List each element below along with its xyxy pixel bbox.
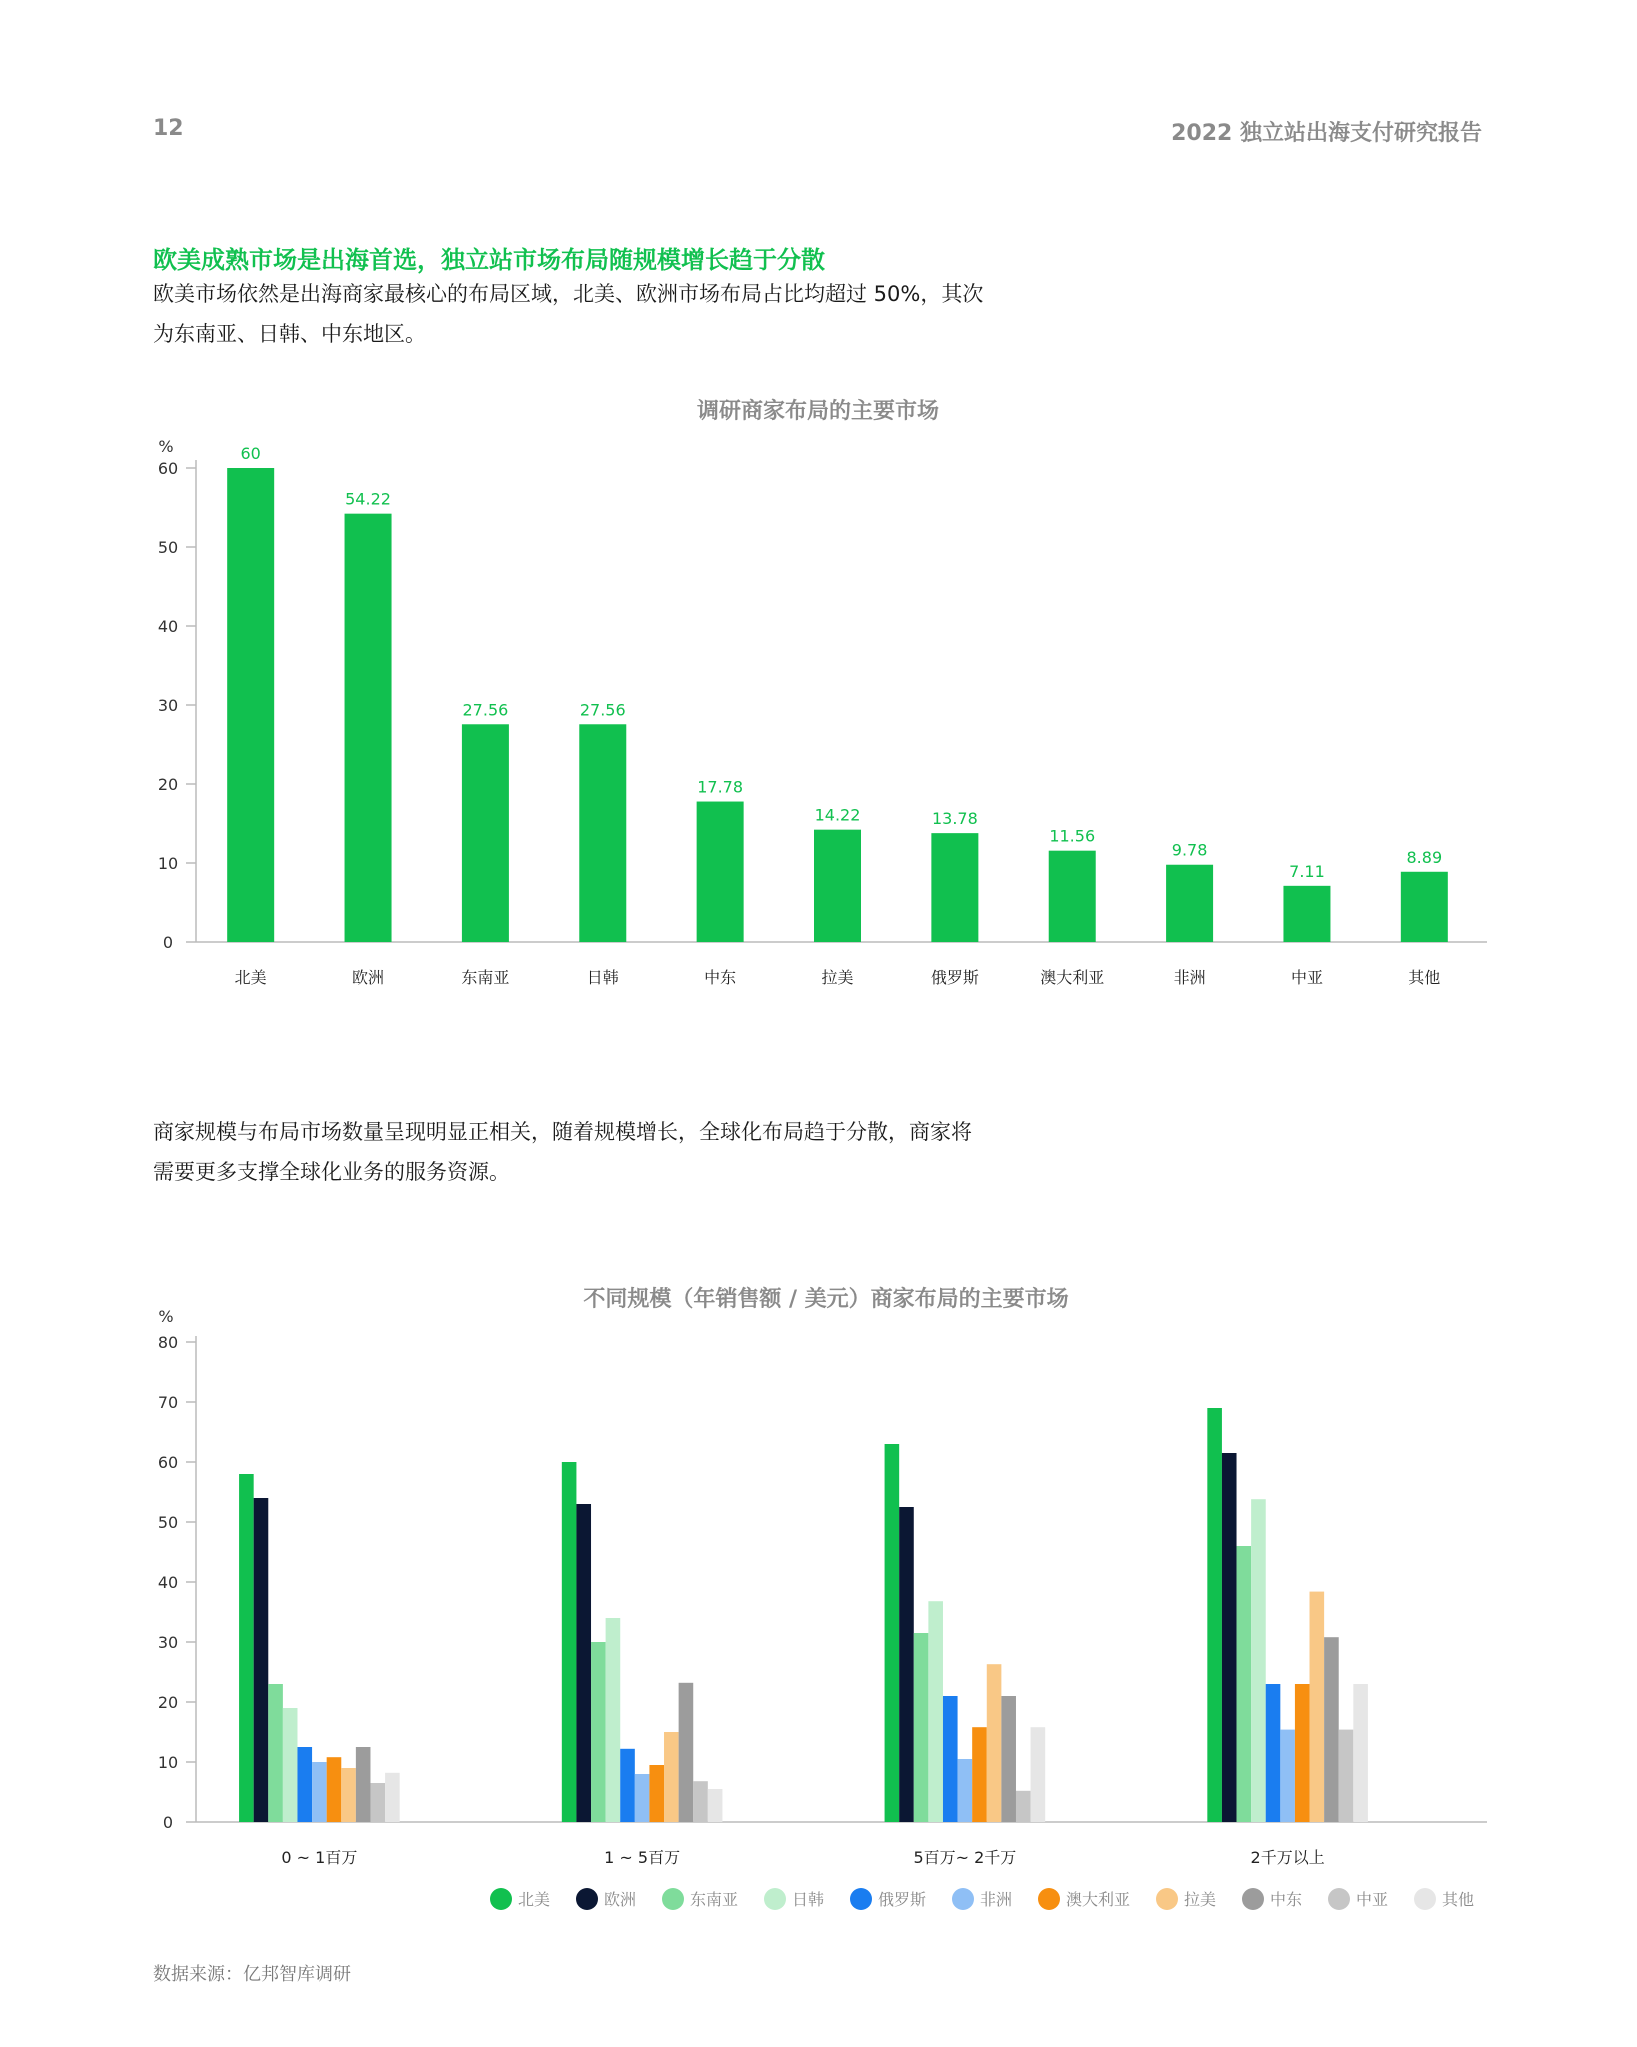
data-label: 60 bbox=[240, 444, 261, 463]
intro-paragraph-line-1: 欧美市场依然是出海商家最核心的布局区域，北美、欧洲市场布局占比均超过 50%，其次 bbox=[153, 282, 984, 306]
bar-group-3-series-10 bbox=[1016, 1791, 1031, 1822]
y-tick-label: 60 bbox=[157, 459, 179, 478]
bar-group-2-series-8 bbox=[664, 1732, 679, 1822]
intro-paragraph bbox=[153, 274, 1053, 354]
bar-8 bbox=[1049, 851, 1096, 942]
x-tick-label: 欧洲 bbox=[352, 968, 385, 987]
x-tick-label: 北美 bbox=[234, 968, 267, 987]
y-tick-label: 80 bbox=[157, 1333, 179, 1352]
legend-swatch bbox=[662, 1888, 684, 1910]
legend-swatch bbox=[576, 1888, 598, 1910]
y-tick-label: 70 bbox=[157, 1393, 179, 1412]
x-tick-label: 东南亚 bbox=[461, 968, 510, 987]
x-tick-label: 中东 bbox=[704, 968, 737, 987]
x-tick-label: 中亚 bbox=[1290, 968, 1323, 987]
y-tick-label: 40 bbox=[157, 617, 179, 636]
intro-paragraph-line-2: 为东南亚、日韩、中东地区。 bbox=[153, 322, 426, 346]
bar-group-4-series-6 bbox=[1280, 1730, 1295, 1822]
y-tick-label: 0 bbox=[162, 933, 174, 952]
y-tick-label: 40 bbox=[157, 1573, 179, 1592]
x-tick-label: 2千万以上 bbox=[1250, 1848, 1325, 1867]
bar-group-4-series-10 bbox=[1339, 1730, 1354, 1822]
bar-group-4-series-2 bbox=[1222, 1453, 1237, 1822]
x-tick-label: 拉美 bbox=[821, 968, 854, 987]
legend-label: 俄罗斯 bbox=[878, 1890, 927, 1909]
bar-group-1-series-2 bbox=[254, 1498, 269, 1822]
bar-group-3-series-9 bbox=[1001, 1696, 1016, 1822]
scale-market-chart-svg bbox=[0, 1270, 1637, 1930]
legend-label: 北美 bbox=[518, 1890, 551, 1909]
bar-group-2-series-5 bbox=[620, 1749, 635, 1822]
bar-group-2-series-2 bbox=[576, 1504, 591, 1822]
data-label: 27.56 bbox=[579, 700, 626, 720]
bar-group-2-series-6 bbox=[635, 1774, 650, 1822]
legend-label: 欧洲 bbox=[604, 1890, 637, 1909]
bar-group-4-series-11 bbox=[1353, 1684, 1368, 1822]
scale-paragraph-line-2: 需要更多支撑全球化业务的服务资源。 bbox=[153, 1160, 510, 1184]
x-tick-label: 日韩 bbox=[586, 968, 619, 987]
data-label: 11.56 bbox=[1049, 826, 1096, 846]
legend-label: 东南亚 bbox=[690, 1890, 739, 1909]
bar-group-2-series-1 bbox=[562, 1462, 577, 1822]
y-tick-label: 0 bbox=[162, 1813, 174, 1832]
bar-7 bbox=[931, 833, 978, 942]
legend-label: 非洲 bbox=[980, 1890, 1013, 1909]
x-tick-label: 非洲 bbox=[1173, 968, 1206, 987]
data-label: 14.22 bbox=[814, 805, 861, 825]
bar-3 bbox=[462, 724, 509, 942]
y-tick-label: 30 bbox=[157, 1633, 179, 1652]
bar-2 bbox=[345, 514, 392, 942]
data-label: 17.78 bbox=[697, 777, 744, 797]
bar-group-3-series-5 bbox=[943, 1696, 958, 1822]
legend-swatch bbox=[1414, 1888, 1436, 1910]
bar-group-2-series-10 bbox=[693, 1781, 708, 1822]
scale-paragraph bbox=[153, 1112, 1053, 1192]
legend-label: 其他 bbox=[1442, 1890, 1475, 1909]
x-tick-label: 5百万~ 2千万 bbox=[913, 1848, 1017, 1867]
data-label: 9.78 bbox=[1171, 840, 1208, 860]
y-tick-label: 30 bbox=[157, 696, 179, 715]
bar-group-3-series-7 bbox=[972, 1727, 987, 1822]
legend-swatch bbox=[1328, 1888, 1350, 1910]
x-tick-label: 俄罗斯 bbox=[930, 968, 979, 987]
bar-group-4-series-5 bbox=[1266, 1684, 1281, 1822]
bar-group-2-series-11 bbox=[708, 1789, 723, 1822]
market-chart-svg bbox=[0, 380, 1637, 1020]
legend-label: 澳大利亚 bbox=[1066, 1890, 1131, 1909]
x-tick-label: 1 ~ 5百万 bbox=[604, 1848, 681, 1867]
data-label: 8.89 bbox=[1406, 847, 1443, 867]
x-tick-label: 澳大利亚 bbox=[1040, 968, 1105, 987]
section-heading: 欧美成熟市场是出海首选，独立站市场布局随规模增长趋于分散 bbox=[153, 246, 825, 274]
bar-group-3-series-2 bbox=[899, 1507, 914, 1822]
bar-group-1-series-10 bbox=[370, 1783, 385, 1822]
data-label: 54.22 bbox=[345, 489, 391, 509]
y-tick-label: 20 bbox=[157, 775, 179, 794]
x-tick-label: 其他 bbox=[1408, 968, 1441, 987]
bar-1 bbox=[227, 468, 274, 942]
legend-swatch bbox=[1156, 1888, 1178, 1910]
data-label: 27.56 bbox=[462, 700, 509, 720]
bar-group-1-series-6 bbox=[312, 1762, 327, 1822]
bar-10 bbox=[1283, 886, 1330, 942]
report-title: 2022 独立站出海支付研究报告 bbox=[1171, 121, 1482, 146]
legend-swatch bbox=[490, 1888, 512, 1910]
data-label: 7.11 bbox=[1289, 861, 1325, 881]
bar-group-3-series-11 bbox=[1031, 1727, 1046, 1822]
legend-swatch bbox=[764, 1888, 786, 1910]
y-axis-unit: % bbox=[158, 1307, 174, 1326]
bar-group-2-series-7 bbox=[649, 1765, 664, 1822]
bar-group-2-series-4 bbox=[606, 1618, 621, 1822]
page-number: 12 bbox=[153, 116, 184, 141]
scale-paragraph-line-1: 商家规模与布局市场数量呈现明显正相关，随着规模增长，全球化布局趋于分散，商家将 bbox=[153, 1120, 972, 1144]
legend-swatch bbox=[1038, 1888, 1060, 1910]
bar-group-3-series-6 bbox=[958, 1759, 973, 1822]
bar-group-1-series-3 bbox=[268, 1684, 283, 1822]
bar-group-4-series-8 bbox=[1310, 1592, 1325, 1822]
bar-group-3-series-3 bbox=[914, 1633, 929, 1822]
bar-group-2-series-3 bbox=[591, 1642, 606, 1822]
bar-group-1-series-9 bbox=[356, 1747, 371, 1822]
bar-group-4-series-9 bbox=[1324, 1637, 1339, 1822]
bar-4 bbox=[579, 724, 626, 942]
bar-group-4-series-4 bbox=[1251, 1499, 1266, 1822]
bar-group-1-series-5 bbox=[297, 1747, 312, 1822]
bar-9 bbox=[1166, 865, 1213, 942]
bar-group-1-series-7 bbox=[327, 1757, 342, 1822]
source-note: 数据来源：亿邦智库调研 bbox=[153, 1964, 351, 1985]
market-chart bbox=[0, 380, 1637, 1020]
x-tick-label: 0 ~ 1百万 bbox=[281, 1848, 358, 1867]
bar-group-3-series-4 bbox=[928, 1601, 943, 1822]
y-tick-label: 10 bbox=[157, 854, 179, 873]
bar-group-4-series-7 bbox=[1295, 1684, 1310, 1822]
y-tick-label: 10 bbox=[157, 1753, 179, 1772]
y-tick-label: 50 bbox=[157, 538, 179, 557]
chart-title: 不同规模（年销售额 / 美元）商家布局的主要市场 bbox=[583, 1287, 1069, 1312]
legend-swatch bbox=[952, 1888, 974, 1910]
bar-group-1-series-8 bbox=[341, 1768, 356, 1822]
scale-market-chart bbox=[0, 1270, 1637, 1930]
data-label: 13.78 bbox=[931, 809, 978, 829]
legend-swatch bbox=[1242, 1888, 1264, 1910]
bar-6 bbox=[814, 830, 861, 942]
bar-group-2-series-9 bbox=[679, 1683, 694, 1822]
legend-label: 中亚 bbox=[1356, 1890, 1389, 1909]
y-tick-label: 60 bbox=[157, 1453, 179, 1472]
legend-label: 拉美 bbox=[1184, 1890, 1217, 1909]
bar-group-4-series-1 bbox=[1207, 1408, 1222, 1822]
legend-label: 日韩 bbox=[792, 1890, 825, 1909]
bar-group-1-series-1 bbox=[239, 1474, 254, 1822]
bar-group-4-series-3 bbox=[1237, 1546, 1252, 1822]
y-tick-label: 50 bbox=[157, 1513, 179, 1532]
chart-title: 调研商家布局的主要市场 bbox=[696, 399, 940, 424]
y-axis-unit: % bbox=[158, 437, 174, 456]
legend-label: 中东 bbox=[1270, 1890, 1303, 1909]
bar-group-3-series-8 bbox=[987, 1664, 1002, 1822]
legend-swatch bbox=[850, 1888, 872, 1910]
bar-5 bbox=[697, 802, 744, 942]
bar-group-1-series-4 bbox=[283, 1708, 298, 1822]
bar-11 bbox=[1401, 872, 1448, 942]
bar-group-3-series-1 bbox=[885, 1444, 900, 1822]
y-tick-label: 20 bbox=[157, 1693, 179, 1712]
bar-group-1-series-11 bbox=[385, 1773, 400, 1822]
